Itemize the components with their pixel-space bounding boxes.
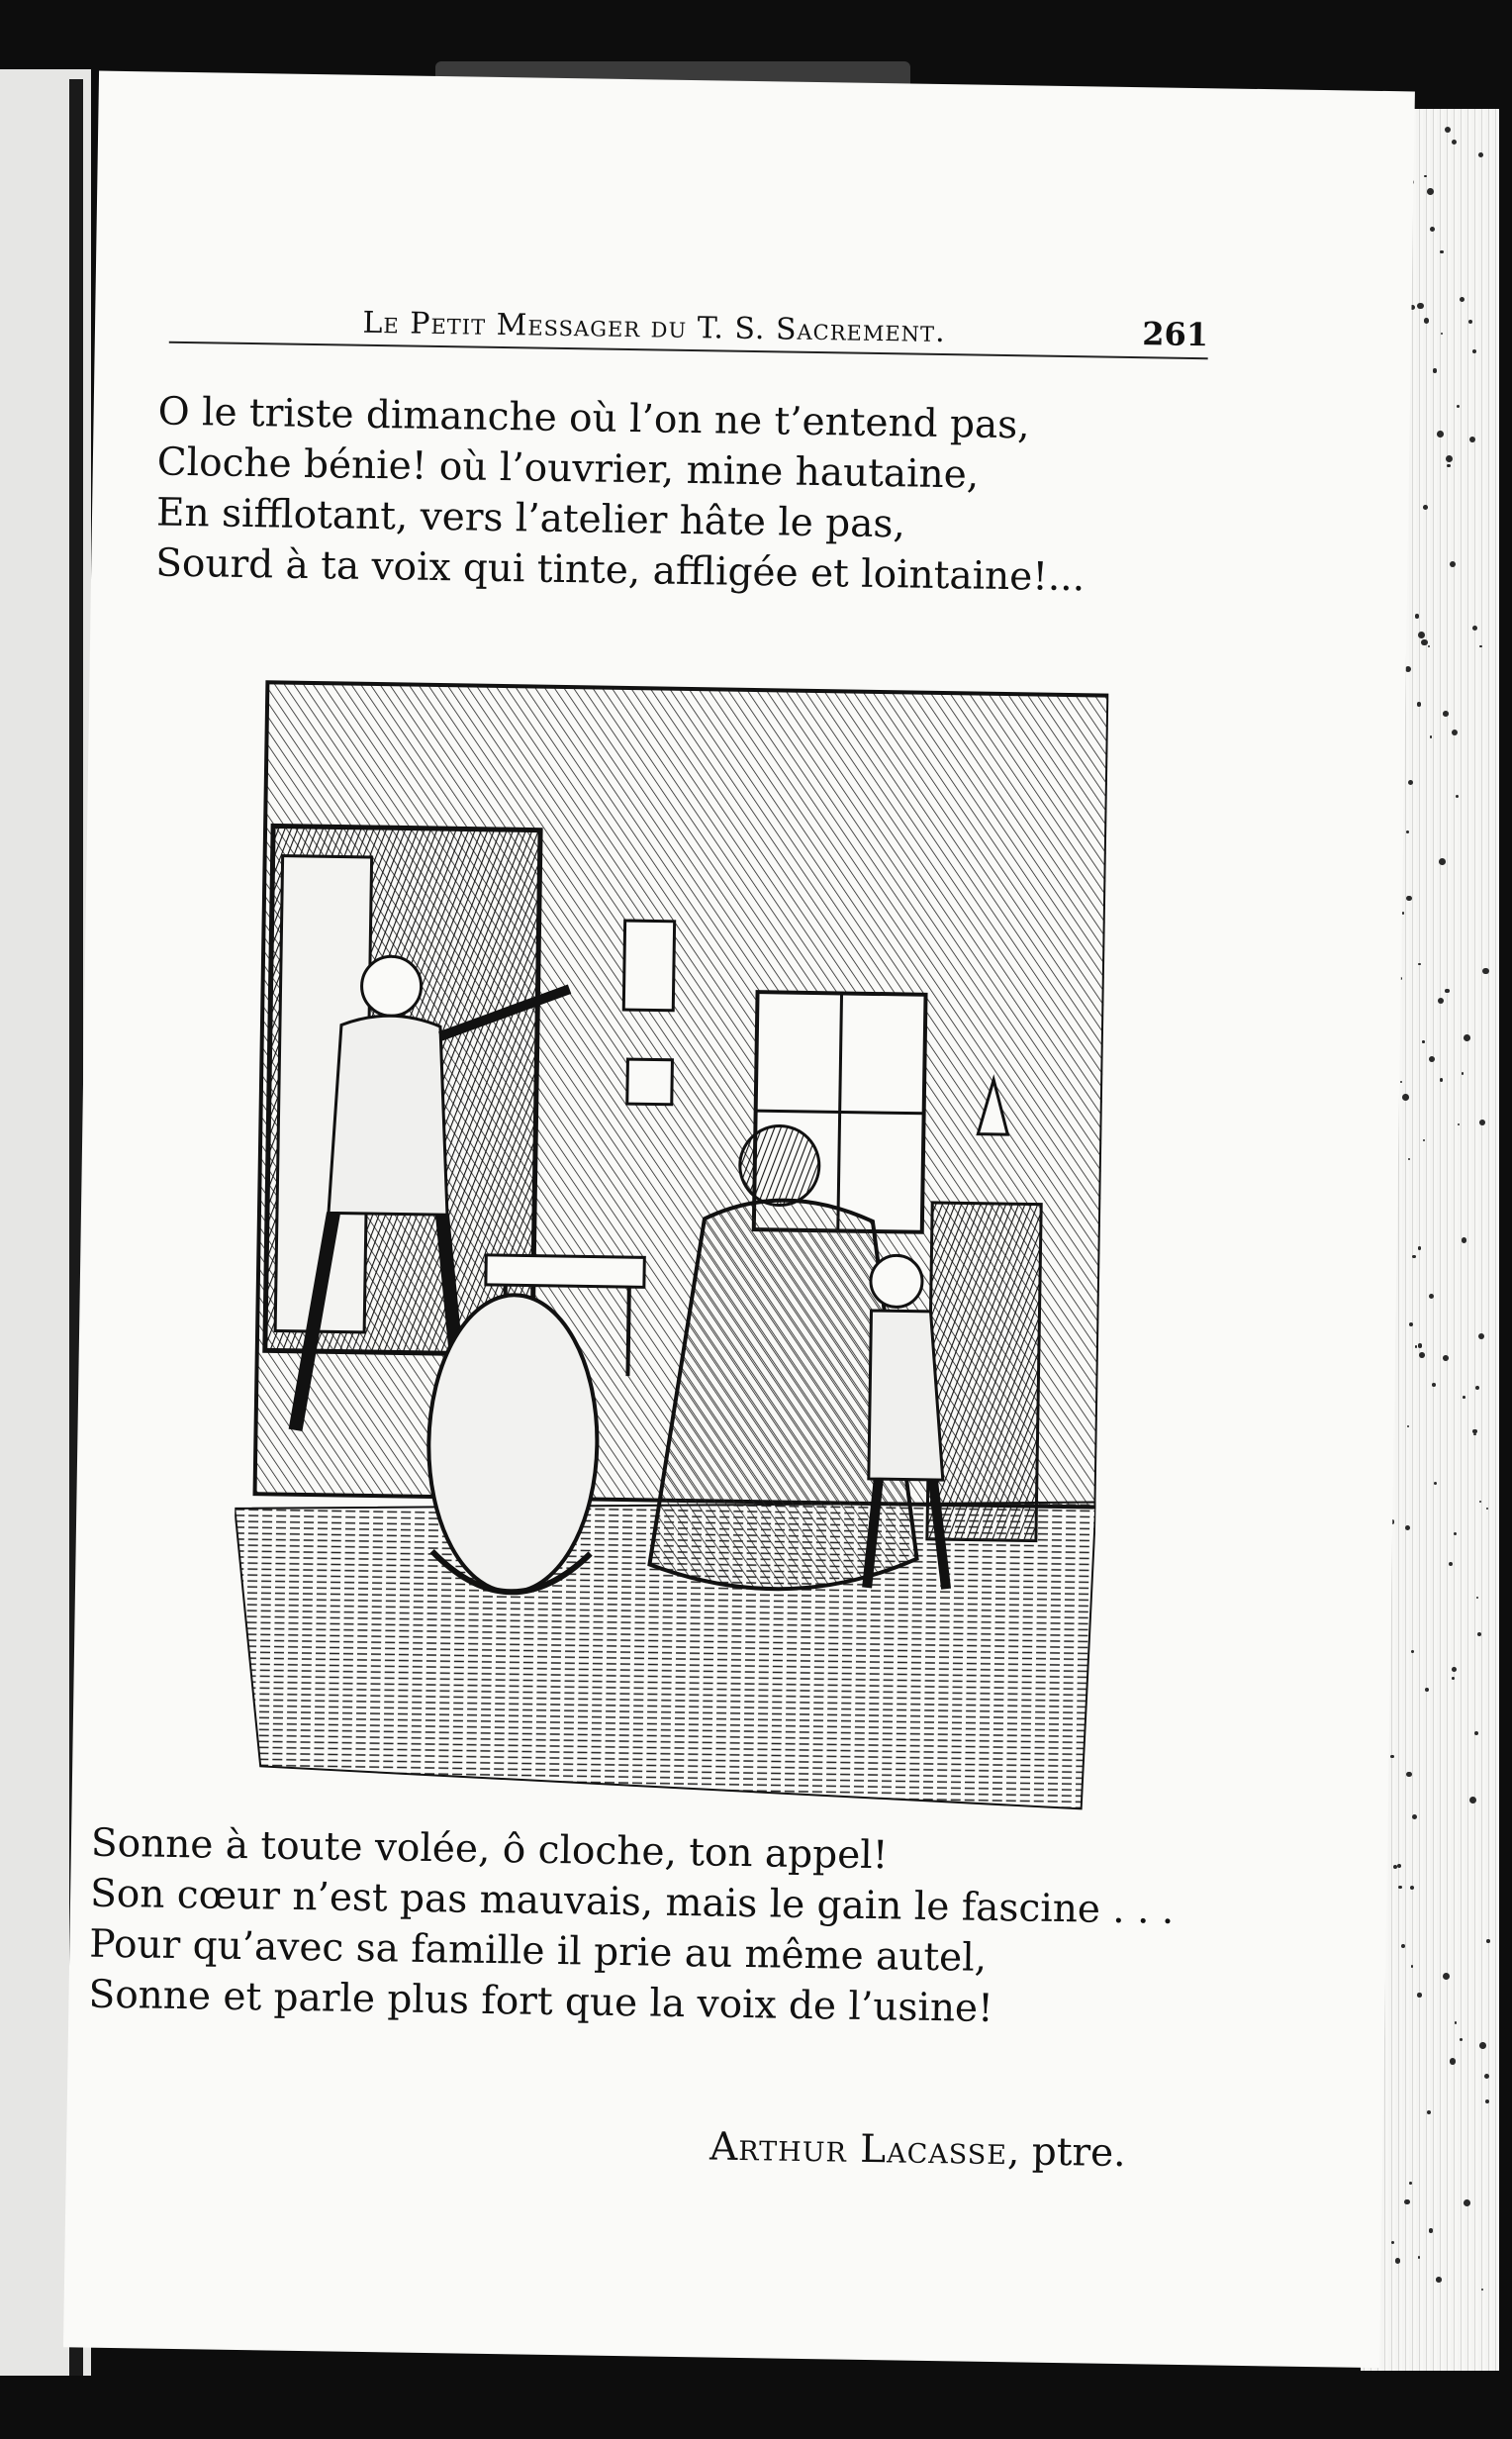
paper-speck <box>1418 1343 1422 1347</box>
paper-speck <box>1423 505 1428 510</box>
author-suffix: , ptre. <box>1006 2129 1126 2177</box>
paper-speck <box>1415 1345 1418 1348</box>
paper-speck <box>1409 1322 1413 1326</box>
paper-speck <box>1415 614 1419 618</box>
paper-speck <box>1486 1508 1488 1510</box>
paper-speck <box>1462 1072 1464 1074</box>
paper-speck <box>1402 912 1404 914</box>
paper-speck <box>1440 1078 1443 1081</box>
paper-speck <box>1464 2199 1470 2206</box>
paper-speck <box>1433 368 1437 372</box>
paper-speck <box>1443 1355 1449 1361</box>
verse-line: Pour qu’avec sa famille il prie au même autel, <box>89 1921 988 1981</box>
paper-speck <box>1443 1973 1450 1980</box>
paper-speck <box>1423 1139 1425 1141</box>
paper-speck <box>1408 1158 1410 1160</box>
paper-speck <box>1441 333 1443 335</box>
paper-speck <box>1407 1425 1409 1427</box>
paper-speck <box>1450 561 1456 567</box>
chest-of-drawers <box>927 1203 1041 1541</box>
paper-speck <box>1452 1667 1457 1672</box>
paper-speck <box>1486 1939 1490 1943</box>
verse-line: Cloche bénie! où l’ouvrier, mine hautaine, <box>156 439 980 498</box>
paper-speck <box>1455 2021 1458 2024</box>
paper-speck <box>1418 1246 1421 1249</box>
paper-speck <box>1479 645 1481 647</box>
paper-speck <box>1410 1886 1414 1890</box>
paper-speck <box>1398 1886 1401 1889</box>
author-name: Arthur Lacasse <box>709 2124 1008 2175</box>
author-signature <box>709 2125 1126 2177</box>
paper-speck <box>1406 896 1412 902</box>
paper-speck <box>1438 998 1445 1005</box>
verse-line: Son cœur n’est pas mauvais, mais le gain le fascine . . . <box>89 1871 1175 1933</box>
paper-speck <box>1429 1294 1435 1300</box>
paper-speck <box>1484 2074 1489 2079</box>
paper-speck <box>1430 227 1435 232</box>
verse-line: Sonne et parle plus fort que la voix de l’usine! <box>88 1972 994 2031</box>
cradle <box>426 1294 600 1594</box>
paper-speck <box>1417 702 1421 706</box>
paper-speck <box>1458 1123 1460 1125</box>
paper-speck <box>1460 2038 1463 2041</box>
paper-speck <box>1425 1688 1429 1692</box>
paper-speck <box>1472 1429 1476 1433</box>
stanza-1 <box>155 387 1087 604</box>
paper-speck <box>1440 250 1444 254</box>
paper-speck <box>1422 1040 1425 1043</box>
paper-speck <box>1434 1482 1437 1485</box>
paper-speck <box>1481 2289 1483 2291</box>
paper-speck <box>1418 2256 1421 2259</box>
paper-speck <box>1406 830 1409 833</box>
paper-speck <box>1397 1864 1401 1868</box>
paper-speck <box>1432 1383 1436 1387</box>
paper-speck <box>1427 2110 1431 2114</box>
paper-speck <box>1445 127 1451 133</box>
verse-line: En sifflotant, vers l’atelier hâte le pas, <box>155 490 906 547</box>
paper-speck <box>1469 437 1475 442</box>
verse-line: O le triste dimanche où l’on ne t’entend pas, <box>157 389 1031 448</box>
paper-speck <box>1402 1094 1409 1101</box>
paper-speck <box>1408 780 1413 785</box>
paper-speck <box>1406 1772 1411 1777</box>
paper-speck <box>1411 1650 1414 1653</box>
paper-speck <box>1429 2228 1434 2233</box>
paper-speck <box>1419 1352 1425 1358</box>
paper-speck <box>1482 968 1488 974</box>
paper-speck <box>1401 1944 1405 1948</box>
paper-speck <box>1463 1396 1465 1399</box>
book-page <box>63 71 1415 2369</box>
verse-line: Sourd à ta voix qui tinte, affligée et lointaine!... <box>154 540 1086 601</box>
paper-speck <box>1452 140 1457 145</box>
paper-speck <box>1447 464 1450 467</box>
paper-speck <box>1485 2099 1489 2103</box>
paper-speck <box>1472 626 1477 631</box>
paper-speck <box>1418 963 1420 965</box>
paper-speck <box>1412 1255 1415 1258</box>
paper-speck <box>1479 1501 1482 1504</box>
paper-speck <box>1436 2277 1442 2283</box>
paper-speck <box>1477 1632 1481 1636</box>
paper-speck <box>1395 2258 1401 2264</box>
paper-speck <box>1478 152 1483 157</box>
paper-speck <box>1479 1120 1485 1125</box>
paper-speck <box>1472 349 1476 353</box>
paper-speck <box>1474 1731 1478 1735</box>
paper-speck <box>1452 730 1458 735</box>
verse-line: Sonne à toute volée, ô cloche, ton appel! <box>90 1820 889 1879</box>
running-title: Le Petit Messager du T. S. Sacrement. <box>362 305 946 350</box>
paper-speck <box>1478 1333 1484 1339</box>
paper-speck <box>1429 1056 1436 1063</box>
paper-speck <box>1417 1993 1421 1997</box>
paper-speck <box>1476 1597 1479 1600</box>
paper-speck <box>1412 1814 1417 1819</box>
wall-clock <box>627 1059 673 1105</box>
paper-speck <box>1390 1755 1394 1759</box>
paper-speck <box>1449 1562 1453 1566</box>
stanza-2 <box>88 1818 1175 2037</box>
paper-speck <box>1454 1532 1457 1535</box>
paper-speck <box>1468 320 1472 324</box>
paper-speck <box>1450 2058 1457 2065</box>
paper-speck <box>1400 1081 1402 1083</box>
paper-speck <box>1421 639 1427 645</box>
paper-speck <box>1446 455 1453 462</box>
paper-speck <box>1411 1965 1414 1968</box>
running-head <box>169 300 1209 359</box>
paper-speck <box>1479 2042 1486 2049</box>
paper-speck <box>1473 1433 1475 1435</box>
paper-speck <box>1460 297 1465 303</box>
paper-speck <box>1475 1386 1479 1390</box>
page-number: 261 <box>1141 315 1209 354</box>
paper-speck <box>1457 405 1460 408</box>
paper-speck <box>1439 858 1446 865</box>
paper-speck <box>1464 1034 1470 1041</box>
paper-speck <box>1409 2182 1412 2185</box>
paper-speck <box>1430 735 1432 737</box>
wall-picture <box>623 921 674 1011</box>
paper-speck <box>1443 711 1449 717</box>
paper-speck <box>1391 2241 1394 2244</box>
paper-speck <box>1456 795 1459 798</box>
paper-speck <box>1405 1525 1410 1530</box>
paper-speck <box>1437 431 1444 438</box>
table <box>486 1255 644 1288</box>
paper-speck <box>1424 318 1429 323</box>
paper-speck <box>1424 175 1426 177</box>
paper-speck <box>1404 2199 1410 2205</box>
paper-speck <box>1427 188 1434 195</box>
paper-speck <box>1445 989 1450 994</box>
paper-speck <box>1452 1677 1455 1680</box>
paper-speck <box>1418 632 1425 638</box>
paper-speck <box>1393 1865 1397 1869</box>
paper-speck <box>1469 1797 1476 1804</box>
paper-speck <box>1428 645 1430 647</box>
paper-speck <box>1417 303 1423 309</box>
paper-speck <box>1462 1237 1467 1243</box>
engraving-illustration <box>230 657 1108 1829</box>
